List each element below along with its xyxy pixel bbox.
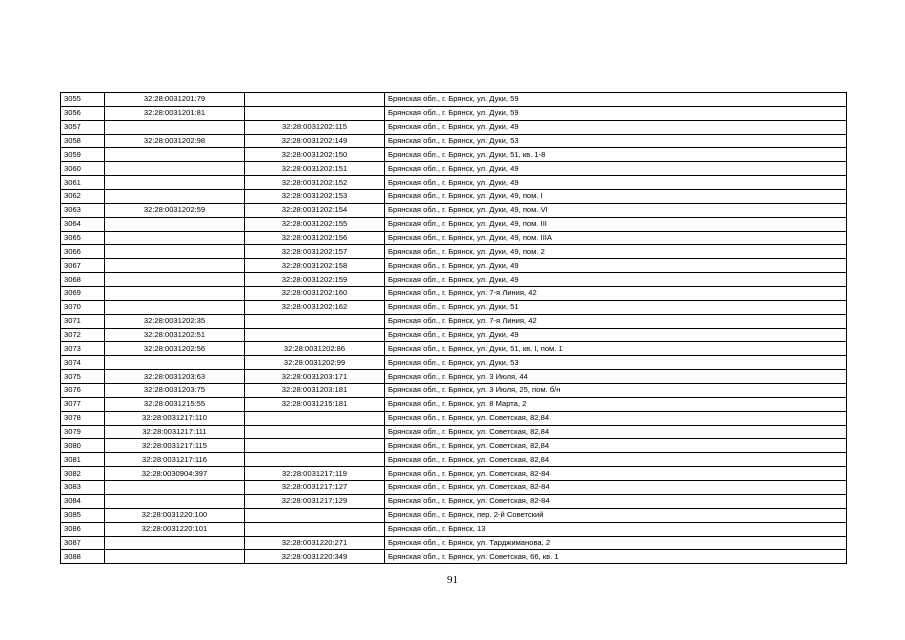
row-number-cell: 3087 (61, 536, 105, 550)
cadastral-number-a-cell (105, 231, 245, 245)
row-number-cell: 3062 (61, 190, 105, 204)
address-cell: Брянская обл., г. Брянск, ул. Дуки, 49 (385, 176, 847, 190)
address-cell: Брянская обл., г. Брянск, ул. Советская, 82-84 (385, 494, 847, 508)
cadastral-number-b-cell: 32:28:0031202:159 (245, 273, 385, 287)
cadastral-number-b-cell: 32:28:0031215:181 (245, 397, 385, 411)
address-cell: Брянская обл., г. Брянск, ул. 3 Июля, 44 (385, 370, 847, 384)
cadastral-number-a-cell (105, 481, 245, 495)
cadastral-number-b-cell (245, 93, 385, 107)
cadastral-number-b-cell: 32:28:0031202:160 (245, 287, 385, 301)
cadastral-number-b-cell: 32:28:0031202:156 (245, 231, 385, 245)
address-cell: Брянская обл., г. Брянск, ул. Дуки, 49, пом. I (385, 190, 847, 204)
cadastral-number-a-cell: 32:28:0030904:397 (105, 467, 245, 481)
table-row (61, 93, 847, 107)
address-cell: Брянская обл., г. Брянск, ул. Советская, 82,84 (385, 425, 847, 439)
cadastral-number-a-cell: 32:28:0031202:98 (105, 134, 245, 148)
row-number-cell: 3086 (61, 522, 105, 536)
cadastral-number-b-cell (245, 522, 385, 536)
cadastral-number-a-cell: 32:28:0031217:110 (105, 411, 245, 425)
row-number-cell: 3063 (61, 203, 105, 217)
row-number-cell: 3056 (61, 106, 105, 120)
row-number-cell: 3071 (61, 314, 105, 328)
row-number-cell: 3060 (61, 162, 105, 176)
cadastral-number-b-cell: 32:28:0031202:153 (245, 190, 385, 204)
table-row (61, 162, 847, 176)
cadastral-number-a-cell: 32:28:0031203:63 (105, 370, 245, 384)
cadastral-number-b-cell: 32:28:0031202:155 (245, 217, 385, 231)
cadastral-number-b-cell: 32:28:0031202:149 (245, 134, 385, 148)
row-number-cell: 3073 (61, 342, 105, 356)
row-number-cell: 3069 (61, 287, 105, 301)
address-cell: Брянская обл., г. Брянск, ул. Советская, 82-84 (385, 481, 847, 495)
address-cell: Брянская обл., г. Брянск, ул. Дуки, 49 (385, 162, 847, 176)
row-number-cell: 3084 (61, 494, 105, 508)
table-row (61, 106, 847, 120)
row-number-cell: 3085 (61, 508, 105, 522)
cadastral-number-a-cell: 32:28:0031217:116 (105, 453, 245, 467)
table-row (61, 176, 847, 190)
row-number-cell: 3072 (61, 328, 105, 342)
page-number: 91 (447, 574, 458, 586)
cadastral-number-a-cell (105, 245, 245, 259)
table-row (61, 287, 847, 301)
property-table (60, 92, 847, 564)
table-row (61, 467, 847, 481)
address-cell: Брянская обл., г. Брянск, ул. Дуки, 49, пом. 2 (385, 245, 847, 259)
address-cell: Брянская обл., г. Брянск, ул. Дуки, 49 (385, 328, 847, 342)
cadastral-number-a-cell (105, 273, 245, 287)
cadastral-number-b-cell: 32:28:0031202:115 (245, 120, 385, 134)
cadastral-number-a-cell: 32:28:0031202:56 (105, 342, 245, 356)
address-cell: Брянская обл., г. Брянск, 13 (385, 522, 847, 536)
table-row (61, 328, 847, 342)
address-cell: Брянская обл., г. Брянск, ул. Советская, 82,84 (385, 411, 847, 425)
table-row (61, 314, 847, 328)
cadastral-number-a-cell: 32:28:0031220:101 (105, 522, 245, 536)
cadastral-number-a-cell: 32:28:0031217:115 (105, 439, 245, 453)
address-cell: Брянская обл., г. Брянск, ул. 7-я Линия, 42 (385, 314, 847, 328)
cadastral-number-a-cell: 32:28:0031201:79 (105, 93, 245, 107)
cadastral-number-a-cell (105, 300, 245, 314)
table-row (61, 273, 847, 287)
cadastral-number-b-cell: 32:28:0031202:150 (245, 148, 385, 162)
cadastral-number-a-cell (105, 148, 245, 162)
table-row (61, 536, 847, 550)
row-number-cell: 3074 (61, 356, 105, 370)
table-body (61, 93, 847, 564)
cadastral-number-a-cell: 32:28:0031217:111 (105, 425, 245, 439)
cadastral-number-b-cell (245, 106, 385, 120)
cadastral-number-b-cell: 32:28:0031220:271 (245, 536, 385, 550)
row-number-cell: 3078 (61, 411, 105, 425)
table-row (61, 190, 847, 204)
table-row (61, 300, 847, 314)
cadastral-number-a-cell (105, 494, 245, 508)
cadastral-number-a-cell (105, 190, 245, 204)
address-cell: Брянская обл., г. Брянск, ул. Тарджиманова, 2 (385, 536, 847, 550)
address-cell: Брянская обл., г. Брянск, пер. 2-й Советский (385, 508, 847, 522)
table-row (61, 203, 847, 217)
address-cell: Брянская обл., г. Брянск, ул. Советская, 66, кв. 1 (385, 550, 847, 564)
table-row (61, 425, 847, 439)
cadastral-number-a-cell (105, 217, 245, 231)
row-number-cell: 3061 (61, 176, 105, 190)
cadastral-number-b-cell: 32:28:0031217:129 (245, 494, 385, 508)
table-row (61, 481, 847, 495)
cadastral-number-b-cell (245, 328, 385, 342)
table-row (61, 397, 847, 411)
table-row (61, 550, 847, 564)
address-cell: Брянская обл., г. Брянск, ул. 3 Июля, 25, пом. б/н (385, 384, 847, 398)
cadastral-number-a-cell (105, 287, 245, 301)
row-number-cell: 3075 (61, 370, 105, 384)
table-row (61, 217, 847, 231)
address-cell: Брянская обл., г. Брянск, ул. Дуки, 53 (385, 134, 847, 148)
cadastral-number-a-cell: 32:28:0031202:51 (105, 328, 245, 342)
cadastral-number-b-cell (245, 439, 385, 453)
row-number-cell: 3088 (61, 550, 105, 564)
cadastral-number-a-cell: 32:28:0031201:81 (105, 106, 245, 120)
address-cell: Брянская обл., г. Брянск, ул. Дуки, 49, пом. VI (385, 203, 847, 217)
cadastral-number-b-cell (245, 453, 385, 467)
address-cell: Брянская обл., г. Брянск, ул. Дуки, 51 (385, 300, 847, 314)
cadastral-number-b-cell: 32:28:0031203:171 (245, 370, 385, 384)
address-cell: Брянская обл., г. Брянск, ул. 7-я Линия, 42 (385, 287, 847, 301)
row-number-cell: 3076 (61, 384, 105, 398)
cadastral-number-a-cell: 32:28:0031203:75 (105, 384, 245, 398)
cadastral-number-a-cell (105, 259, 245, 273)
row-number-cell: 3083 (61, 481, 105, 495)
address-cell: Брянская обл., г. Брянск, ул. Советская, 82-84 (385, 467, 847, 481)
cadastral-number-a-cell (105, 536, 245, 550)
address-cell: Брянская обл., г. Брянск, ул. Советская, 82,84 (385, 439, 847, 453)
row-number-cell: 3077 (61, 397, 105, 411)
cadastral-number-b-cell: 32:28:0031217:127 (245, 481, 385, 495)
cadastral-number-a-cell (105, 356, 245, 370)
table-row (61, 120, 847, 134)
table-row (61, 245, 847, 259)
row-number-cell: 3079 (61, 425, 105, 439)
cadastral-number-b-cell: 32:28:0031202:157 (245, 245, 385, 259)
table-row (61, 522, 847, 536)
table-row (61, 453, 847, 467)
row-number-cell: 3057 (61, 120, 105, 134)
cadastral-number-b-cell (245, 508, 385, 522)
row-number-cell: 3059 (61, 148, 105, 162)
cadastral-number-a-cell: 32:28:0031215:55 (105, 397, 245, 411)
table-row (61, 259, 847, 273)
row-number-cell: 3070 (61, 300, 105, 314)
table-row (61, 356, 847, 370)
cadastral-number-a-cell: 32:28:0031202:35 (105, 314, 245, 328)
row-number-cell: 3058 (61, 134, 105, 148)
table-row (61, 342, 847, 356)
address-cell: Брянская обл., г. Брянск, ул. Дуки, 49, пом. IIIА (385, 231, 847, 245)
cadastral-number-b-cell: 32:28:0031217:119 (245, 467, 385, 481)
row-number-cell: 3067 (61, 259, 105, 273)
cadastral-number-b-cell (245, 314, 385, 328)
cadastral-number-a-cell (105, 120, 245, 134)
cadastral-number-b-cell (245, 411, 385, 425)
table-row (61, 370, 847, 384)
cadastral-number-b-cell: 32:28:0031202:86 (245, 342, 385, 356)
cadastral-number-a-cell (105, 550, 245, 564)
row-number-cell: 3081 (61, 453, 105, 467)
address-cell: Брянская обл., г. Брянск, ул. 8 Марта, 2 (385, 397, 847, 411)
table-row (61, 439, 847, 453)
cadastral-number-b-cell: 32:28:0031202:158 (245, 259, 385, 273)
cadastral-number-b-cell: 32:28:0031220:349 (245, 550, 385, 564)
cadastral-number-b-cell: 32:28:0031202:162 (245, 300, 385, 314)
address-cell: Брянская обл., г. Брянск, ул. Дуки, 59 (385, 106, 847, 120)
address-cell: Брянская обл., г. Брянск, ул. Дуки, 49 (385, 120, 847, 134)
address-cell: Брянская обл., г. Брянск, ул. Дуки, 49 (385, 273, 847, 287)
cadastral-number-b-cell (245, 425, 385, 439)
row-number-cell: 3065 (61, 231, 105, 245)
row-number-cell: 3055 (61, 93, 105, 107)
table-row (61, 134, 847, 148)
row-number-cell: 3066 (61, 245, 105, 259)
table-row (61, 411, 847, 425)
table-row (61, 384, 847, 398)
address-cell: Брянская обл., г. Брянск, ул. Дуки, 51, кв. 1-8 (385, 148, 847, 162)
cadastral-number-a-cell (105, 162, 245, 176)
cadastral-number-a-cell: 32:28:0031202:59 (105, 203, 245, 217)
row-number-cell: 3082 (61, 467, 105, 481)
cadastral-number-b-cell: 32:28:0031202:99 (245, 356, 385, 370)
cadastral-number-b-cell: 32:28:0031202:152 (245, 176, 385, 190)
cadastral-number-b-cell: 32:28:0031202:154 (245, 203, 385, 217)
cadastral-number-b-cell: 32:28:0031202:151 (245, 162, 385, 176)
table-row (61, 231, 847, 245)
cadastral-number-b-cell: 32:28:0031203:181 (245, 384, 385, 398)
address-cell: Брянская обл., г. Брянск, ул. Дуки, 51, кв. I, пом. 1 (385, 342, 847, 356)
address-cell: Брянская обл., г. Брянск, ул. Дуки, 53 (385, 356, 847, 370)
table-row (61, 494, 847, 508)
address-cell: Брянская обл., г. Брянск, ул. Советская, 82,84 (385, 453, 847, 467)
cadastral-number-a-cell: 32:28:0031220:100 (105, 508, 245, 522)
address-cell: Брянская обл., г. Брянск, ул. Дуки, 49, пом. III (385, 217, 847, 231)
row-number-cell: 3080 (61, 439, 105, 453)
cadastral-number-a-cell (105, 176, 245, 190)
row-number-cell: 3064 (61, 217, 105, 231)
table-row (61, 148, 847, 162)
address-cell: Брянская обл., г. Брянск, ул. Дуки, 49 (385, 259, 847, 273)
address-cell: Брянская обл., г. Брянск, ул. Дуки, 59 (385, 93, 847, 107)
row-number-cell: 3068 (61, 273, 105, 287)
table-row (61, 508, 847, 522)
